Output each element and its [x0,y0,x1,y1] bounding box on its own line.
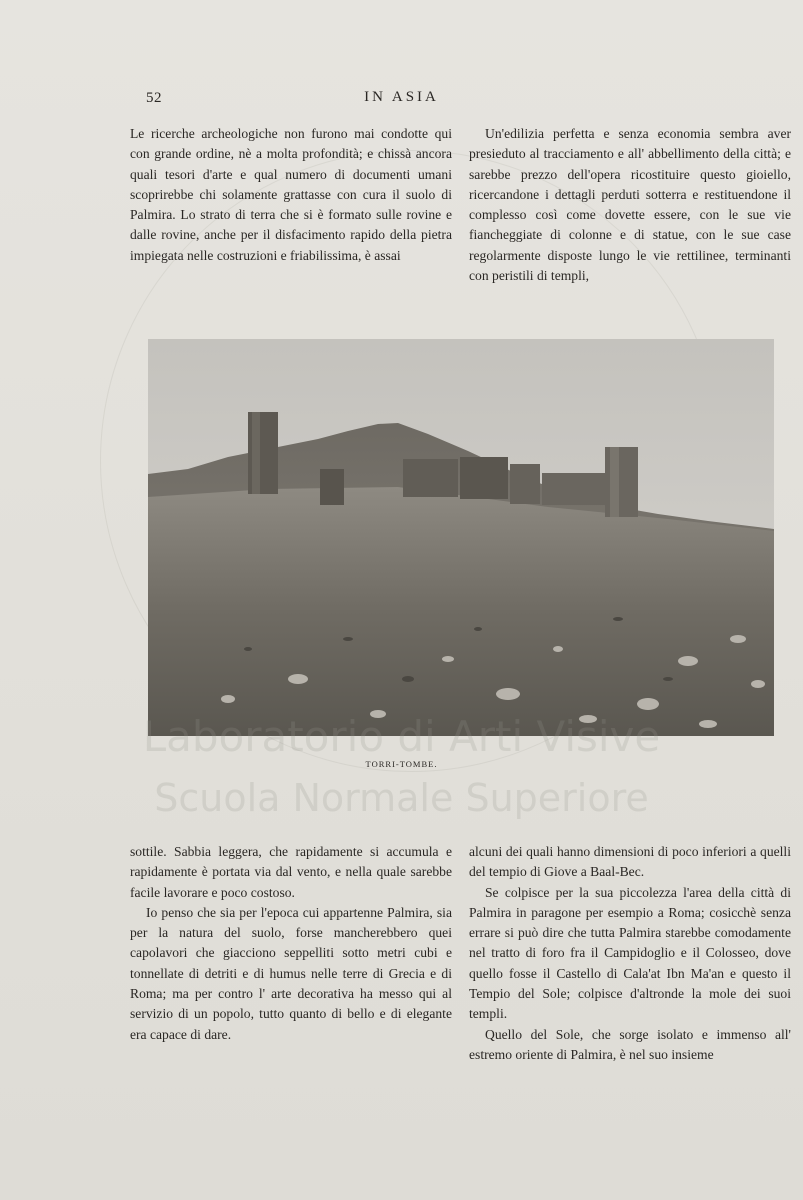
text-column-bottom-left [130,842,452,1045]
running-title: IN ASIA [364,89,439,105]
photo-caption: TORRI-TOMBE. [365,759,438,769]
photograph-tower-tombs [148,339,774,736]
page-number: 52 [146,90,162,106]
watermark-line-2: Scuola Normale Superiore [154,776,649,820]
text-column-bottom-right [469,842,791,1065]
paragraph: Quello del Sole, che sorge isolato e immenso all' estremo oriente di Palmira, è nel suo insieme [469,1026,791,1062]
text-column-top-right [469,124,791,286]
paragraph: Un'edilizia perfetta e senza economia sembra aver presieduto al tracciamento e all' abbellimento della città; e sarebbe prezzo dell'opera ricostituire questo gioiello, ricercandone i dettagli perduti sotterra e restituendone il complesso così come dovette essere, con le sue vie fiancheggiate di colonne e di statue, con le sue case regolarmente disposte lungo le vie rettilinee, terminanti con peristili di templi, [469,126,791,284]
ground [148,487,774,736]
paragraph: Le ricerche archeologiche non furono mai condotte qui con grande ordine, nè a molta profondità; e chissà ancora quali tesori d'arte e qual numero di documenti umani scoprirebbe chi solamente grattasse con cura il suolo di Palmira. Lo strato di terra che si è formato sulle rovine e dalle rovine, anche per il disfacimento rapido della pietra impiegata nelle costruzioni e friabilissima, è assai [130,126,452,263]
tower-tomb-right [605,447,638,517]
paragraph: Se colpisce per la sua piccolezza l'area della città di Palmira in paragone per esempio a Roma; cosicchè senza errare si può dire che tutta Palmira starebbe comodamente nel tratto di foro fra il Campidoglio e il Colosseo, dove quello fosse il Castello di Cala'at Ibn Ma'an e questo il Tempio del Sole; colpisce d'altronde la mole dei suoi templi. [469,884,791,1022]
paragraph: Io penso che sia per l'epoca cui appartenne Palmira, sia per la natura del suolo, forse mancherebbero quei capolavori che giacciono seppelliti sotto metri cubi e tonnellate di detriti e di humus nelle terre di Grecia e di Roma; ma per contro l' arte decorativa ha messo qui al servizio di un popolo, tutto quanto di bello e di elegante era capace di dare. [130,904,452,1042]
paragraph: sottile. Sabbia leggera, che rapidamente si accumula e rapidamente è portata via dal vento, e nella quale sarebbe facile lavorare e poco costoso. [130,844,452,900]
watermark-line-1: Laboratorio di Arti Visive [142,712,661,761]
text-column-top-left [130,124,452,266]
paragraph: alcuni dei quali hanno dimensioni di poco inferiori a quelli del tempio di Giove a Baal-Bec. [469,844,791,880]
